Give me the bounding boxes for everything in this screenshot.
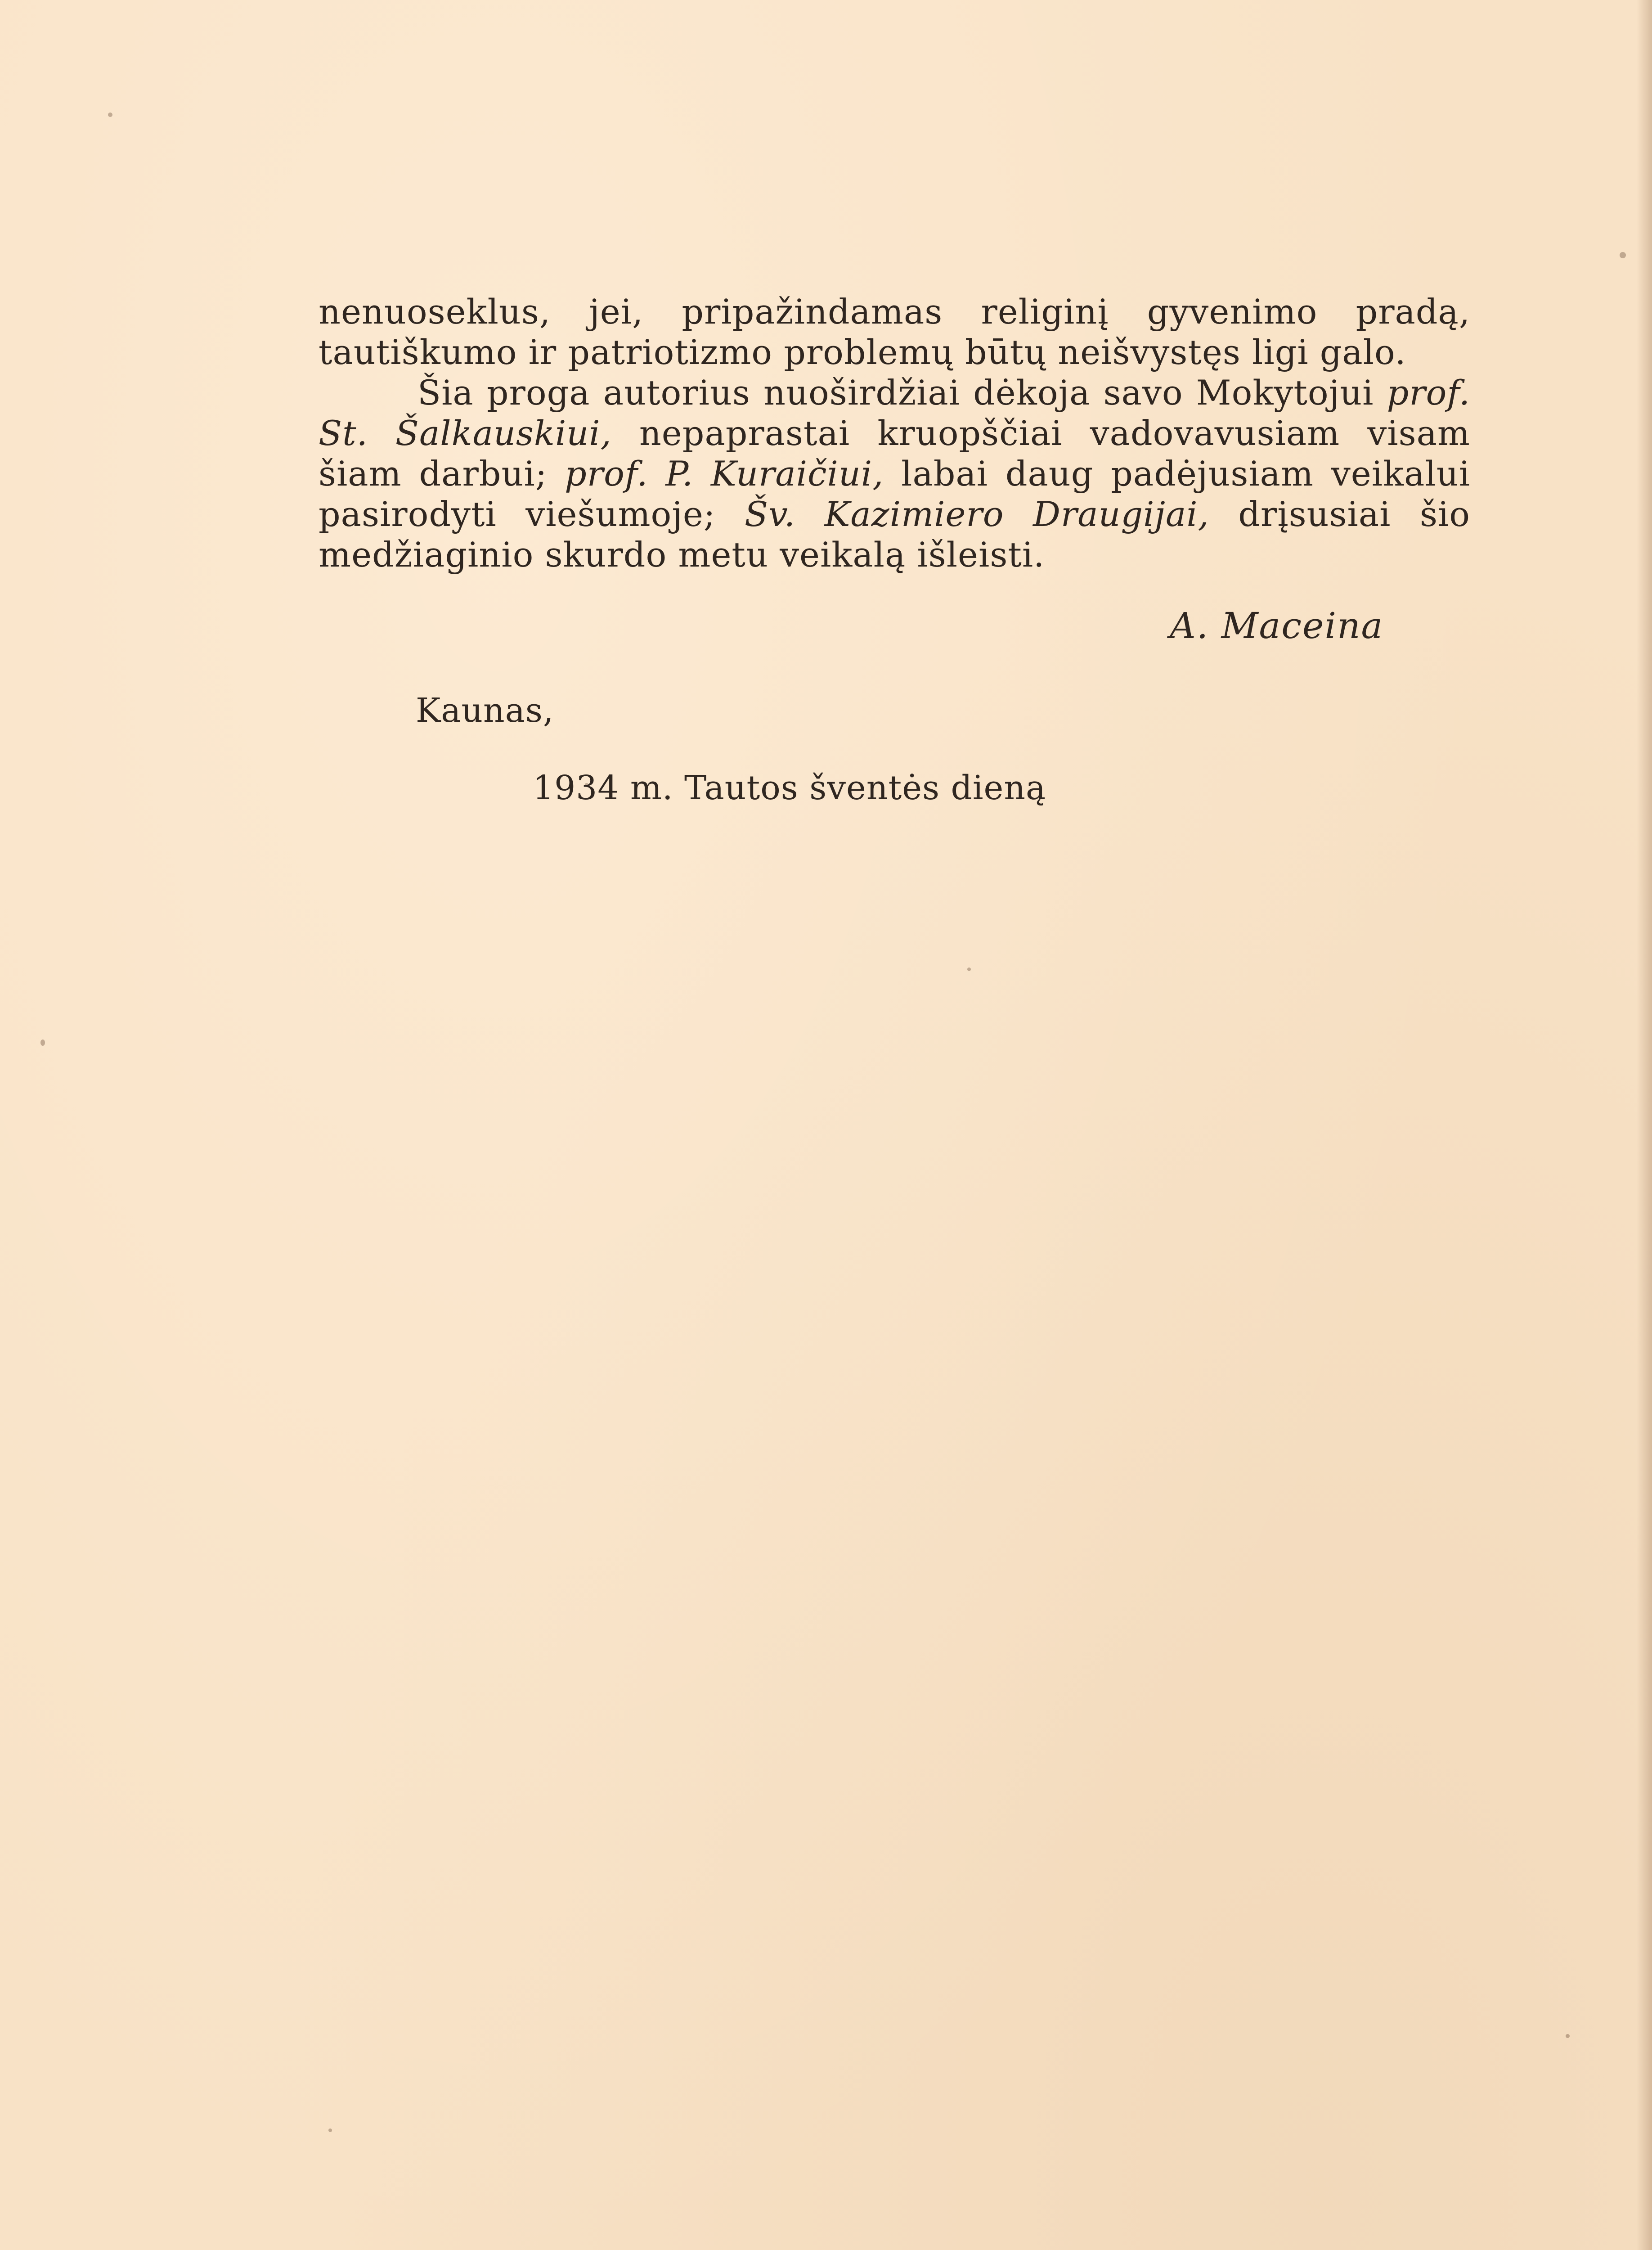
paper-speck <box>108 112 112 117</box>
paper-speck <box>967 968 971 971</box>
author-signature: A. Maceina <box>1170 605 1384 647</box>
ack-name-kuraitis: prof. P. Kuraičiui, <box>565 454 884 494</box>
ack-name-draugija: Šv. Kazimiero Draugijai, <box>744 494 1209 534</box>
body-text <box>319 292 1470 575</box>
place-line: Kaunas, <box>416 691 554 730</box>
ack-name-salkauskis: prof. St. Šalkauskiui, <box>319 373 1470 453</box>
ack-text-2: nepaprastai kruopščiai vadovavusiam visam šiam darbui; <box>319 413 1470 494</box>
ack-text-3: labai daug padėjusiam veikalui pasirodyti viešumoje; <box>319 454 1470 534</box>
date-line: 1934 m. Tautos šventės dieną <box>533 769 1046 807</box>
paper-speck <box>328 2128 332 2132</box>
paragraph-continuation: nenuoseklus, jei, pripažindamas religinį gyvenimo pradą, tautiškumo ir patriotizmo problemų būtų neišvystęs ligi galo. <box>319 292 1470 372</box>
paragraph-acknowledgements <box>319 373 1470 575</box>
ack-text-4: drįsusiai šio medžiaginio skurdo metu veikalą išleisti. <box>319 494 1471 575</box>
paper-speck <box>1566 2034 1570 2038</box>
paper-speck <box>1620 252 1626 258</box>
ack-text-1: Šia proga autorius nuoširdžiai dėkoja savo Mokytojui <box>417 373 1387 413</box>
page-edge-shadow <box>1637 0 1652 2250</box>
paper-speck <box>40 1040 45 1046</box>
